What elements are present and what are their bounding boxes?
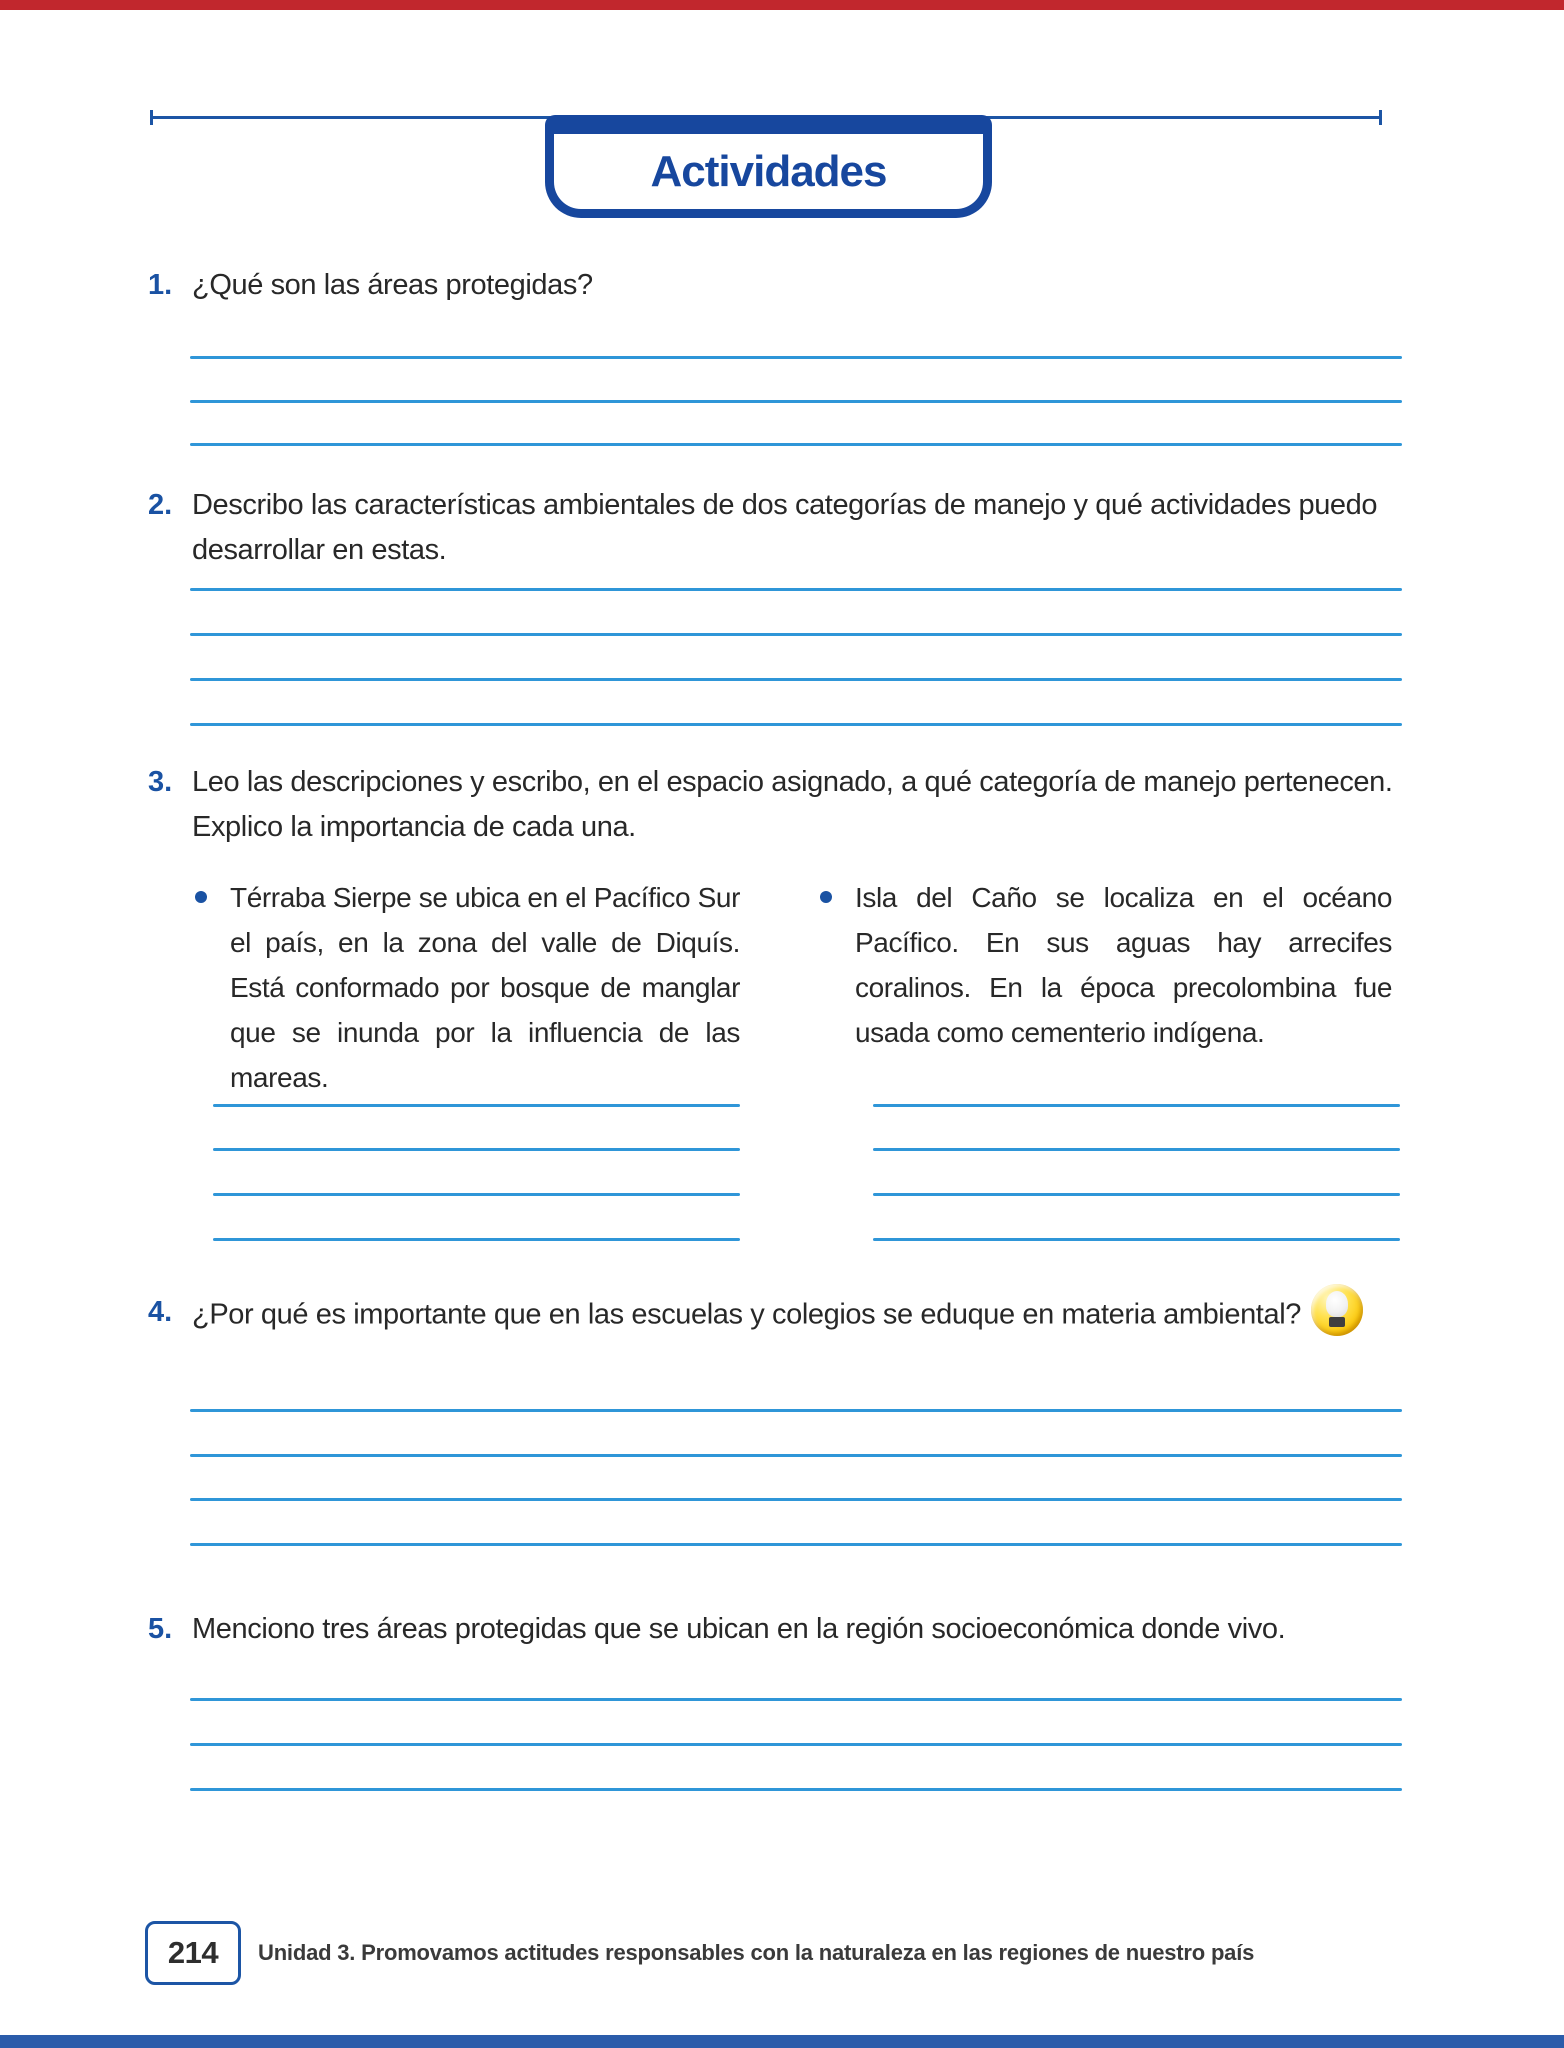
question-4	[148, 1290, 1422, 1342]
page-top-color-band	[0, 0, 1564, 10]
bulb-base	[1329, 1317, 1345, 1327]
page-title: Actividades	[650, 146, 887, 196]
question-2-text: Describo las características ambientales de dos categorías de manejo y qué actividades puedo desarrollar en estas.	[192, 489, 1378, 566]
answer-line	[873, 1193, 1400, 1196]
question-2	[148, 483, 1422, 573]
question-1	[148, 263, 1422, 308]
bulb-glass	[1326, 1291, 1348, 1317]
bullet-terraba-text: Térraba Sierpe se ubica en el Pacífico Sur el país, en la zona del valle de Diquís. Está conformado por bosque de manglar que se inunda por la influencia de las mareas.	[230, 882, 740, 1093]
question-2-number: 2.	[148, 489, 173, 521]
bullet-icon	[195, 891, 207, 903]
answer-line	[190, 443, 1402, 446]
answer-line	[213, 1238, 740, 1241]
question-4-number: 4.	[148, 1296, 173, 1328]
lightbulb-tip-icon[interactable]	[1311, 1284, 1363, 1336]
answer-line	[190, 1698, 1402, 1701]
question-3-number: 3.	[148, 766, 173, 798]
question-5-number: 5.	[148, 1613, 173, 1645]
footer-unit-text: Unidad 3. Promovamos actitudes responsables con la naturaleza en las regiones de nuestro país	[258, 1940, 1255, 1965]
question-3-text: Leo las descripciones y escribo, en el espacio asignado, a qué categoría de manejo pertenecen. Explico la importancia de cada una.	[192, 766, 1393, 843]
answer-line	[190, 1454, 1402, 1457]
answer-line	[213, 1193, 740, 1196]
question-4-line	[192, 1290, 1422, 1342]
answer-line	[873, 1148, 1400, 1151]
page-number: 214	[167, 1935, 219, 1970]
answer-line	[190, 1409, 1402, 1412]
answer-line	[190, 633, 1402, 636]
page-bottom-color-band	[0, 2035, 1564, 2048]
answer-line	[190, 356, 1402, 359]
answer-line	[190, 1543, 1402, 1546]
answer-line	[190, 1788, 1402, 1791]
answer-line	[190, 678, 1402, 681]
answer-line	[213, 1148, 740, 1151]
activities-title-tab	[545, 115, 992, 218]
answer-line	[873, 1238, 1400, 1241]
question-4-text: ¿Por qué es importante que en las escuelas y colegios se eduque en materia ambiental?	[192, 1298, 1301, 1331]
question-3-bullet-isla-cano	[820, 875, 1392, 1055]
answer-line	[190, 1743, 1402, 1746]
answer-line	[190, 723, 1402, 726]
question-3-bullet-terraba	[195, 875, 740, 1100]
answer-line	[873, 1104, 1400, 1107]
answer-line	[190, 400, 1402, 403]
question-3	[148, 760, 1422, 850]
answer-line	[190, 1498, 1402, 1501]
bullet-icon	[820, 891, 832, 903]
question-1-text: ¿Qué son las áreas protegidas?	[192, 269, 593, 301]
answer-line	[190, 588, 1402, 591]
question-1-number: 1.	[148, 269, 173, 301]
question-5	[148, 1607, 1422, 1652]
page-number-box	[145, 1921, 241, 1985]
answer-line	[213, 1104, 740, 1107]
bullet-isla-cano-text: Isla del Caño se localiza en el océano Pacífico. En sus aguas hay arrecifes coralinos. En la época precolombina fue usada como cementerio indígena.	[855, 882, 1392, 1048]
question-5-text: Menciono tres áreas protegidas que se ubican en la región socioeconómica donde vivo.	[192, 1613, 1286, 1645]
